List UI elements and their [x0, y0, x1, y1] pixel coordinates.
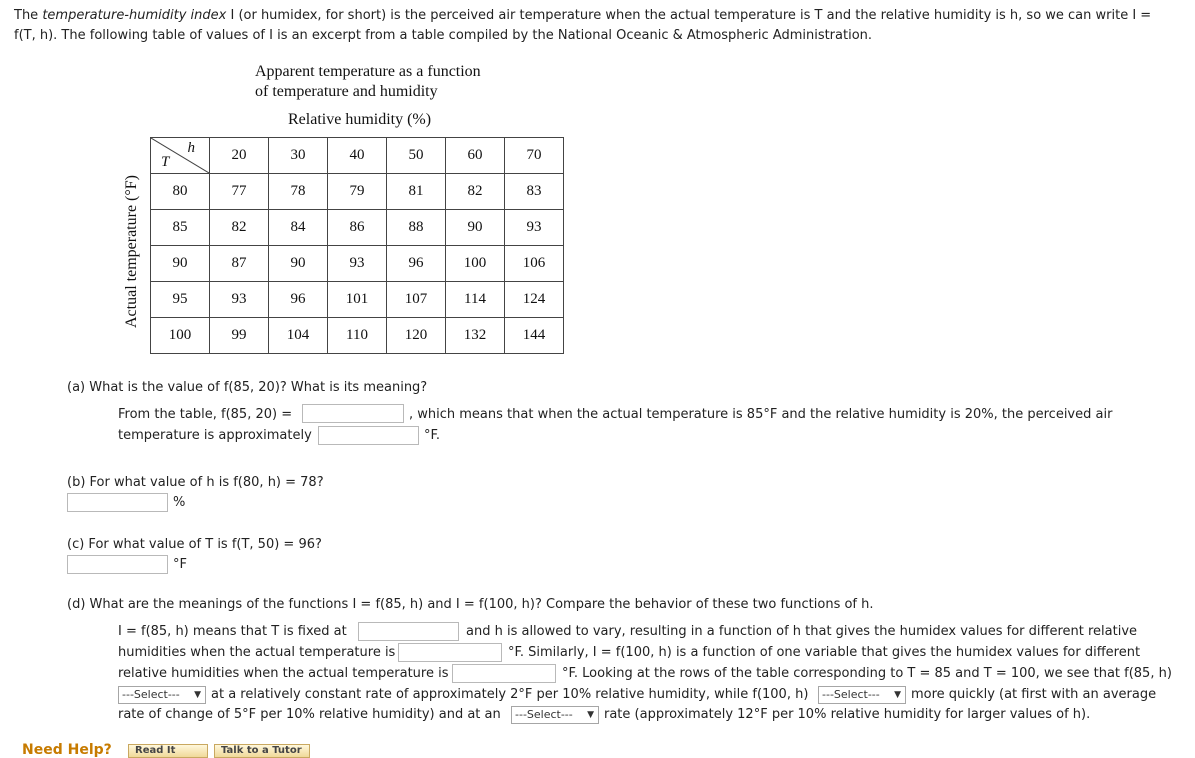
select-label: ---Select---	[122, 688, 180, 701]
table-row	[151, 282, 564, 318]
row-header-cell: 90	[151, 246, 210, 282]
part-b-unit: %	[173, 495, 186, 510]
table-cell: 88	[387, 210, 446, 246]
table-row	[151, 210, 564, 246]
table-cell: 124	[505, 282, 564, 318]
table-cell: 101	[328, 282, 387, 318]
part-d-line1b: and h is allowed to vary, resulting in a function of h that gives the humidex values for different relative	[466, 624, 1138, 639]
table-cell: 104	[269, 318, 328, 354]
part-c-unit: °F	[173, 557, 187, 572]
f85-behavior-select[interactable]	[118, 686, 206, 704]
table-cell: 86	[328, 210, 387, 246]
part-d-line2a: humidities when the actual temperature is	[118, 645, 396, 660]
humidity-h-input[interactable]	[67, 493, 168, 512]
table-cell: 107	[387, 282, 446, 318]
table-cell: 110	[328, 318, 387, 354]
table-cell: 82	[210, 210, 269, 246]
problem-intro: The temperature-humidity index I (or humidex, for short) is the perceived air temperature when the actual temperature is T and the relative humidity is h, so we can write I = f(T, h). The following table of values of I is an excerpt from a table compiled by the National Oceanic & Atmospheric Administration.	[14, 8, 1152, 43]
table-cell: 93	[505, 210, 564, 246]
part-a-unit: °F.	[424, 428, 441, 443]
part-d-line5a: rate of change of 5°F per 10% relative humidity) and at an	[118, 707, 501, 722]
corner-T-label: T	[161, 154, 170, 170]
humidex-table	[150, 137, 564, 354]
row-header-cell: 80	[151, 174, 210, 210]
part-d-question: (d) What are the meanings of the functions I = f(85, h) and I = f(100, h)? Compare the behavior of these two functions of h.	[67, 597, 874, 612]
table-cell: 114	[446, 282, 505, 318]
f85-20-value-input[interactable]	[302, 404, 404, 423]
row-axis-label: Actual temperature (°F)	[123, 175, 140, 328]
row-header-cell: 100	[151, 318, 210, 354]
table-cell: 84	[269, 210, 328, 246]
part-d-line1a: I = f(85, h) means that T is fixed at	[118, 624, 347, 639]
table-cell: 93	[210, 282, 269, 318]
table-row	[151, 246, 564, 282]
table-cell: 100	[446, 246, 505, 282]
part-d-line5c: rate (approximately 12°F per 10% relative humidity for larger values of h).	[604, 707, 1091, 722]
table-row	[151, 174, 564, 210]
fixed-T-input[interactable]	[358, 622, 459, 641]
table-cell: 87	[210, 246, 269, 282]
actual-temperature-100-input[interactable]	[452, 664, 556, 683]
dropdown-arrow-icon: ▼	[194, 690, 201, 700]
corner-h-label: h	[187, 140, 195, 156]
header-cell: 30	[269, 138, 328, 174]
part-a-question: (a) What is the value of f(85, 20)? What is its meaning?	[67, 380, 428, 395]
table-cell: 79	[328, 174, 387, 210]
table-cell: 93	[328, 246, 387, 282]
table-cell: 144	[505, 318, 564, 354]
part-a-line1-prefix: From the table, f(85, 20) =	[118, 407, 293, 422]
table-cell: 96	[387, 246, 446, 282]
part-d-line2b: °F. Similarly, I = f(100, h) is a function of one variable that gives the humidex values for different	[508, 645, 1141, 660]
table-cell: 132	[446, 318, 505, 354]
select-label: ---Select---	[822, 688, 880, 701]
table-cell: 120	[387, 318, 446, 354]
part-d-line4b: at a relatively constant rate of approximately 2°F per 10% relative humidity, while f(100, h)	[211, 687, 809, 702]
header-cell: 60	[446, 138, 505, 174]
table-cell: 83	[505, 174, 564, 210]
table-header-row	[151, 138, 564, 174]
corner-diagonal	[151, 138, 209, 173]
table-cell: 77	[210, 174, 269, 210]
table-cell: 90	[269, 246, 328, 282]
talk-to-tutor-button[interactable]: Talk to a Tutor	[214, 744, 310, 758]
part-a-line1-suffix: , which means that when the actual temperature is 85°F and the relative humidity is 20%, the perceived air	[409, 407, 1113, 422]
part-d-line3a: relative humidities when the actual temperature is	[118, 666, 449, 681]
read-it-button[interactable]: Read It	[128, 744, 208, 758]
need-help-label: Need Help?	[22, 742, 112, 758]
header-cell: 50	[387, 138, 446, 174]
actual-temperature-85-input[interactable]	[398, 643, 502, 662]
row-header-cell: 95	[151, 282, 210, 318]
header-cell: 20	[210, 138, 269, 174]
perceived-temperature-input[interactable]	[318, 426, 419, 445]
header-cell: 70	[505, 138, 564, 174]
header-cell: 40	[328, 138, 387, 174]
table-cell: 106	[505, 246, 564, 282]
row-header-cell: 85	[151, 210, 210, 246]
part-a-line2-prefix: temperature is approximately	[118, 428, 312, 443]
temperature-T-input[interactable]	[67, 555, 168, 574]
table-row	[151, 318, 564, 354]
part-c-question: (c) For what value of T is f(T, 50) = 96?	[67, 537, 322, 552]
table-corner-cell	[151, 138, 210, 174]
table-cell: 78	[269, 174, 328, 210]
table-cell: 99	[210, 318, 269, 354]
column-axis-label: Relative humidity (%)	[288, 111, 432, 128]
dropdown-arrow-icon: ▼	[587, 710, 594, 720]
part-d-line3b: °F. Looking at the rows of the table corresponding to T = 85 and T = 100, we see that f(85, h)	[562, 666, 1172, 681]
rate-type-select[interactable]	[511, 706, 599, 724]
dropdown-arrow-icon: ▼	[894, 690, 901, 700]
f100-behavior-select[interactable]	[818, 686, 906, 704]
table-cell: 81	[387, 174, 446, 210]
select-label: ---Select---	[515, 708, 573, 721]
table-cell: 96	[269, 282, 328, 318]
part-b-question: (b) For what value of h is f(80, h) = 78?	[67, 475, 324, 490]
table-cell: 90	[446, 210, 505, 246]
part-d-line4d: more quickly (at first with an average	[911, 687, 1157, 702]
table-caption: Apparent temperature as a function of temperature and humidity	[255, 63, 481, 100]
table-cell: 82	[446, 174, 505, 210]
